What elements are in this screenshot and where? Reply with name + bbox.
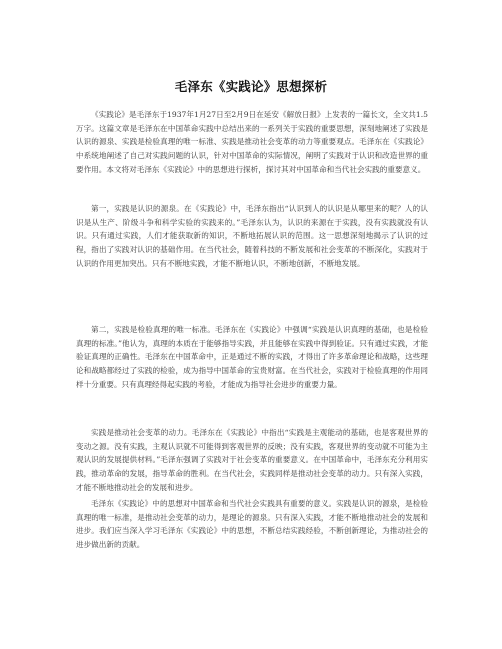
paragraph-intro: 《实践论》是毛泽东于1937年1月27日至2月9日在延安《解放日报》上发表的一篇长文，全文共1.5万字。这篇文章是毛泽东在中国革命实践中总结出来的一系列关于实践的重要思想，深刻地阐述了实践是认识的源泉、实践是检验真理的唯一标准、实践是推动社会变革的动力等重要观点。毛泽东在《实践论》中系统地阐述了自己对实践问题的认识，针对中国革命的实际情况，阐明了实践对于认识和改造世界的重要作用。本文将对毛泽东《实践论》中的思想进行探析，探讨其对中国革命和当代社会实践的重要意义。 [76, 109, 428, 175]
document-title: 毛泽东《实践论》思想探析 [174, 79, 328, 94]
paragraph-second-point: 第二，实践是检验真理的唯一标准。毛泽东在《实践论》中强调“实践是认识真理的基础，也是检验真理的标准。”他认为，真理的本质在于能够指导实践，并且能够在实践中得到验证。只有通过实践，才能验证真理的正确性。毛泽东在中国革命中，正是通过不断的实践，才得出了许多革命理论和战略，这些理论和战略都经过了实践的检验，成为指导中国革命的宝贵财富。在当代社会，实践对于检验真理的作用同样十分重要。只有真理经得起实践的考验，才能成为指导社会进步的重要力量。 [76, 324, 428, 390]
paragraph-conclusion: 毛泽东《实践论》中的思想对中国革命和当代社会实践具有重要的意义。实践是认识的源泉，是检验真理的唯一标准，是推动社会变革的动力，是理论的源泉。只有深入实践，才能不断地推动社会的发展和进步。我们应当深入学习毛泽东《实践论》中的思想，不断总结实践经验，不断创新理论，为推动社会的进步做出新的贡献。 [76, 498, 428, 550]
paragraph-first-point: 第一，实践是认识的源泉。在《实践论》中，毛泽东指出“认识到人的认识是从哪里来的呢？人的认识是从生产、阶级斗争和科学实验的实践来的。”毛泽东认为，认识的来源在于实践，没有实践就没有认识。只有通过实践，人们才能获取新的知识，不断地拓展认识的范围。这一思想深刻地揭示了认识的过程，指出了实践对认识的基础作用。在当代社会，随着科技的不断发展和社会变革的不断深化，实践对于认识的作用更加突出。只有不断地实践，才能不断地认识，不断地创新，不断地发展。 [76, 203, 428, 269]
paragraph-third-point: 实践是推动社会变革的动力。毛泽东在《实践论》中指出“实践是主观能动的基础，也是客观世界的变动之源。没有实践，主观认识就不可能得到客观世界的反映；没有实践，客观世界的变动就不可能为主观认识的发展提供材料。”毛泽东强调了实践对于社会变革的重要意义。在中国革命中，毛泽东充分利用实践，推动革命的发展，指导革命的胜利。在当代社会，实践同样是推动社会变革的动力。只有深入实践，才能不断地推动社会的发展和进步。 [76, 427, 428, 493]
